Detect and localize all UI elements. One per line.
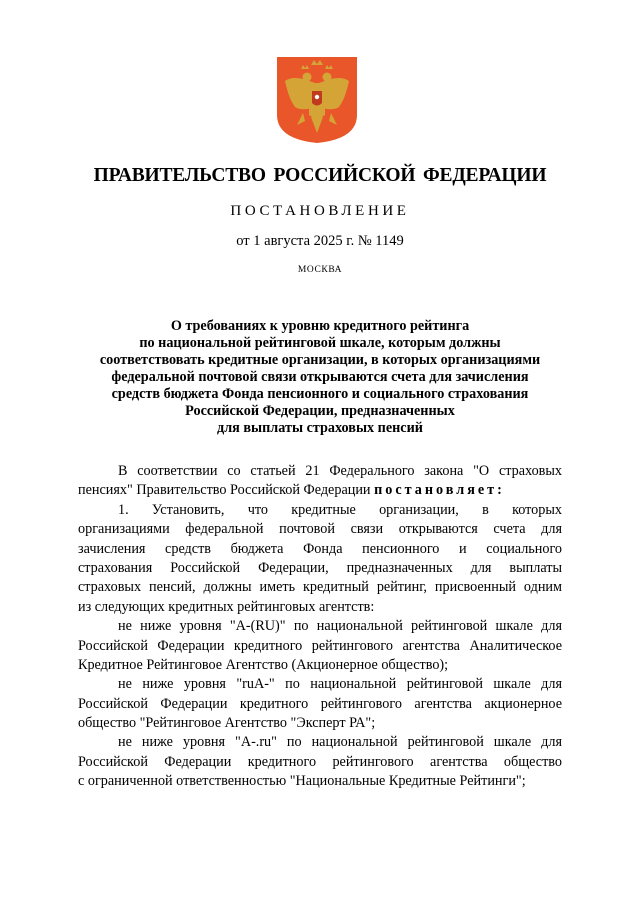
body-line: страхования Российской Федерации, предназначенных для выплаты bbox=[78, 559, 562, 576]
document-type: ПОСТАНОВЛЕНИЕ bbox=[230, 203, 410, 219]
heading-line: Российской Федерации, предназначенных bbox=[185, 403, 455, 419]
document-heading bbox=[40, 318, 600, 437]
heading-line: О требованиях к уровню кредитного рейтинга bbox=[170, 318, 470, 334]
document-city: МОСКВА bbox=[297, 265, 343, 275]
body-line: с ограниченной ответственностью "Национальные Кредитные Рейтинги"; bbox=[78, 773, 526, 790]
heading-line: для выплаты страховых пенсий bbox=[217, 420, 423, 436]
coat-of-arms-icon bbox=[275, 55, 359, 145]
body-line: страховых пенсий, должны иметь кредитный рейтинг, присвоенный одним bbox=[78, 579, 562, 596]
body-line: Кредитное Рейтинговое Агентство (Акционерное общество); bbox=[78, 656, 449, 673]
body-line: Российской Федерации кредитного рейтингового агентства акционерное bbox=[78, 695, 562, 712]
body-line: из следующих кредитных рейтинговых агентств: bbox=[78, 598, 375, 615]
heading-line: федеральной почтовой связи открываются счета для зачисления bbox=[111, 369, 529, 385]
document-date-number: от 1 августа 2025 г. № 1149 bbox=[236, 233, 404, 249]
body-line: 1. Установить, что кредитные организации, в которых bbox=[118, 501, 562, 518]
body-line: В соответствии со статьей 21 Федерального закона "О страховых bbox=[118, 463, 562, 479]
body-line: не ниже уровня "A-.ru" по национальной рейтинговой шкале для bbox=[118, 734, 562, 751]
organization-title: ПРАВИТЕЛЬСТВО РОССИЙСКОЙ ФЕДЕРАЦИИ bbox=[93, 165, 547, 186]
body-line: не ниже уровня "A-(RU)" по национальной рейтинговой шкале для bbox=[118, 618, 562, 635]
body-line: Российской Федерации кредитного рейтингового агентства Аналитическое bbox=[78, 637, 562, 654]
body-line bbox=[78, 481, 562, 500]
body-line: зачисления средств бюджета Фонда пенсионного и социального bbox=[78, 540, 562, 557]
body-text-span: пенсиях" Правительство Российской Федерации bbox=[78, 482, 375, 499]
resolution-keyword: постановляет: bbox=[374, 482, 505, 499]
heading-line: соответствовать кредитные организации, в которых организациями bbox=[99, 352, 541, 368]
body-line: не ниже уровня "ruA-" по национальной рейтинговой шкале для bbox=[118, 676, 562, 693]
heading-line: средств бюджета Фонда пенсионного и социального страхования bbox=[111, 386, 529, 402]
body-line: Российской Федерации кредитного рейтингового агентства общество bbox=[78, 753, 562, 770]
body-line: общество "Рейтинговое Агентство "Эксперт РА"; bbox=[78, 715, 376, 732]
document-body bbox=[78, 462, 562, 792]
heading-line: по национальной рейтинговой шкале, которым должны bbox=[139, 335, 501, 351]
body-line: организациями федеральной почтовой связи открываются счета для bbox=[78, 521, 562, 538]
